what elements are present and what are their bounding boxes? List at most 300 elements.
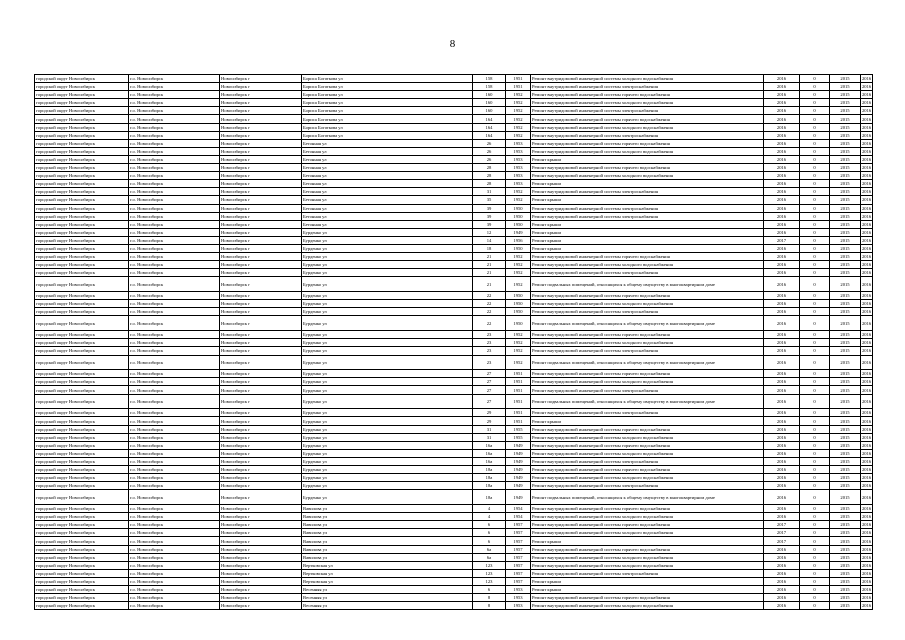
work-type-cell: Ремонт внутридомовой инженерной системы электроснабжения [531, 569, 764, 577]
locality-cell: Новосибирск г [220, 466, 302, 474]
plan-year-cell: 2016 [764, 347, 800, 355]
work-type-cell: Ремонт внутридомовой инженерной системы горячего водоснабжения [531, 594, 764, 602]
house-cell: 6а [473, 545, 506, 553]
period-start-cell: 2015 [830, 569, 861, 577]
amount-cell: 0 [800, 115, 830, 123]
plan-year-cell: 2016 [764, 482, 800, 490]
amount-cell: 0 [800, 537, 830, 545]
amount-cell: 0 [800, 561, 830, 569]
amount-cell: 0 [800, 212, 830, 220]
plan-year-cell: 2017 [764, 521, 800, 529]
plan-year-cell: 2016 [764, 261, 800, 269]
street-cell: Бурденко ул [302, 441, 473, 449]
year-built-cell: 1950 [506, 204, 531, 212]
amount-cell: 0 [800, 236, 830, 244]
street-cell: Бурденко ул [302, 490, 473, 505]
year-built-cell: 1950 [506, 316, 531, 331]
period-end-cell: 2016 [862, 418, 872, 424]
amount-cell: 0 [800, 490, 830, 505]
locality-cell: Новосибирск г [220, 139, 302, 147]
street-cell: Вавилова ул [302, 521, 473, 529]
house-cell: 39 [473, 212, 506, 220]
work-type-cell: Ремонт крыши [531, 417, 764, 425]
street-cell: Бетонная ул [302, 220, 473, 228]
municipality-cell: городской округ Новосибирск [35, 537, 129, 545]
work-type-cell: Ремонт внутридомовой инженерной системы горячего водоснабжения [531, 370, 764, 378]
house-cell: 35 [473, 196, 506, 204]
year-built-cell: 1949 [506, 457, 531, 465]
municipality-cell: городской округ Новосибирск [35, 490, 129, 505]
work-type-cell: Ремонт подвальных помещений, относящихся к общему имуществу в многоквартирном доме [531, 490, 764, 505]
table-row [35, 212, 873, 220]
period-end-cell: 2016 [862, 514, 872, 520]
table-row [35, 277, 873, 292]
amount-cell: 0 [800, 244, 830, 252]
plan-year-cell: 2016 [764, 449, 800, 457]
house-cell: 27 [473, 386, 506, 394]
house-cell: 23 [473, 339, 506, 347]
period-end-cell: 2016 [862, 587, 872, 593]
settlement-cell: г.о. Новосибирск [129, 474, 220, 482]
amount-cell: 0 [800, 253, 830, 261]
table-row [35, 482, 873, 490]
municipality-cell: городской округ Новосибирск [35, 577, 129, 585]
house-cell: 39 [473, 220, 506, 228]
period-start-cell: 2015 [830, 277, 861, 292]
year-built-cell: 1953 [506, 172, 531, 180]
work-type-cell: Ремонт внутридомовой инженерной системы холодного водоснабжения [531, 172, 764, 180]
house-cell: 31 [473, 188, 506, 196]
year-built-cell: 1951 [506, 378, 531, 386]
municipality-cell: городской округ Новосибирск [35, 370, 129, 378]
year-built-cell: 1952 [506, 347, 531, 355]
table-row [35, 394, 873, 409]
settlement-cell: г.о. Новосибирск [129, 513, 220, 521]
locality-cell: Новосибирск г [220, 212, 302, 220]
plan-year-cell: 2016 [764, 212, 800, 220]
table-row [35, 123, 873, 131]
plan-year-cell: 2016 [764, 244, 800, 252]
year-built-cell: 1949 [506, 474, 531, 482]
locality-cell: Новосибирск г [220, 378, 302, 386]
period-end-cell: 2016 [862, 530, 872, 536]
street-cell: Бурденко ул [302, 228, 473, 236]
period-end-cell: 2016 [861, 490, 873, 505]
period-start-cell: 2015 [830, 188, 861, 196]
amount-cell: 0 [800, 602, 830, 610]
year-built-cell: 1952 [506, 131, 531, 139]
locality-cell: Новосибирск г [220, 586, 302, 594]
amount-cell: 0 [800, 521, 830, 529]
period-end-cell: 2016 [862, 124, 872, 130]
year-built-cell: 1953 [506, 602, 531, 610]
plan-year-cell: 2016 [764, 586, 800, 594]
table-row [35, 172, 873, 180]
municipality-cell: городской округ Новосибирск [35, 386, 129, 394]
amount-cell: 0 [800, 394, 830, 409]
municipality-cell: городской округ Новосибирск [35, 115, 129, 123]
plan-year-cell: 2016 [764, 164, 800, 172]
plan-year-cell: 2016 [764, 425, 800, 433]
plan-year-cell: 2016 [764, 331, 800, 339]
house-cell: 158 [473, 83, 506, 91]
table-row [35, 180, 873, 188]
work-type-cell: Ремонт подвальных помещений, относящихся к общему имуществу в многоквартирном доме [531, 394, 764, 409]
municipality-cell: городской округ Новосибирск [35, 378, 129, 386]
house-cell: 164 [473, 123, 506, 131]
work-type-cell: Ремонт крыши [531, 577, 764, 585]
settlement-cell: г.о. Новосибирск [129, 417, 220, 425]
locality-cell: Новосибирск г [220, 220, 302, 228]
settlement-cell: г.о. Новосибирск [129, 553, 220, 561]
period-end-cell: 2016 [862, 442, 872, 448]
table-row [35, 417, 873, 425]
plan-year-cell: 2016 [764, 204, 800, 212]
work-type-cell: Ремонт внутридомовой инженерной системы холодного водоснабжения [531, 433, 764, 441]
table-row [35, 339, 873, 347]
amount-cell: 0 [800, 75, 830, 83]
work-type-cell: Ремонт подвальных помещений, относящихся к общему имуществу в многоквартирном доме [531, 355, 764, 370]
amount-cell: 0 [800, 417, 830, 425]
locality-cell: Новосибирск г [220, 75, 302, 83]
amount-cell: 0 [800, 355, 830, 370]
period-start-cell: 2015 [830, 482, 861, 490]
house-cell: 6 [473, 529, 506, 537]
table-row [35, 115, 873, 123]
year-built-cell: 1951 [506, 394, 531, 409]
house-cell: 18а [473, 490, 506, 505]
table-row [35, 378, 873, 386]
table-row [35, 537, 873, 545]
settlement-cell: г.о. Новосибирск [129, 545, 220, 553]
house-cell: 21 [473, 253, 506, 261]
plan-year-cell: 2016 [764, 107, 800, 115]
municipality-cell: городской округ Новосибирск [35, 147, 129, 155]
house-cell: 6 [473, 586, 506, 594]
plan-year-cell: 2016 [764, 594, 800, 602]
settlement-cell: г.о. Новосибирск [129, 236, 220, 244]
settlement-cell: г.о. Новосибирск [129, 577, 220, 585]
amount-cell: 0 [800, 545, 830, 553]
period-end-cell: 2016 [862, 108, 872, 114]
street-cell: Бориса Богаткова ул [302, 83, 473, 91]
street-cell: Бурденко ул [302, 269, 473, 277]
work-type-cell: Ремонт внутридомовой инженерной системы горячего водоснабжения [531, 115, 764, 123]
settlement-cell: г.о. Новосибирск [129, 602, 220, 610]
street-cell: Бурденко ул [302, 449, 473, 457]
house-cell: 6 [473, 537, 506, 545]
settlement-cell: г.о. Новосибирск [129, 75, 220, 83]
amount-cell: 0 [800, 300, 830, 308]
period-end-cell: 2016 [862, 348, 872, 354]
street-cell: Бурденко ул [302, 261, 473, 269]
municipality-cell: городской округ Новосибирск [35, 339, 129, 347]
settlement-cell: г.о. Новосибирск [129, 277, 220, 292]
locality-cell: Новосибирск г [220, 577, 302, 585]
table-row [35, 228, 873, 236]
year-built-cell: 1952 [506, 91, 531, 99]
settlement-cell: г.о. Новосибирск [129, 561, 220, 569]
amount-cell: 0 [800, 441, 830, 449]
period-end-cell: 2016 [862, 189, 872, 195]
table-row [35, 99, 873, 107]
plan-year-cell: 2016 [764, 474, 800, 482]
amount-cell: 0 [800, 155, 830, 163]
settlement-cell: г.о. Новосибирск [129, 292, 220, 300]
amount-cell: 0 [800, 261, 830, 269]
year-built-cell: 1950 [506, 220, 531, 228]
locality-cell: Новосибирск г [220, 300, 302, 308]
plan-year-cell: 2017 [764, 529, 800, 537]
plan-year-cell: 2016 [764, 339, 800, 347]
house-cell: 18 [473, 244, 506, 252]
plan-year-cell: 2016 [764, 577, 800, 585]
amount-cell: 0 [800, 466, 830, 474]
amount-cell: 0 [800, 292, 830, 300]
locality-cell: Новосибирск г [220, 409, 302, 417]
table-row [35, 370, 873, 378]
house-cell: 164 [473, 115, 506, 123]
house-cell: 21 [473, 261, 506, 269]
house-cell: 8 [473, 602, 506, 610]
street-cell: Бурденко ул [302, 300, 473, 308]
year-built-cell: 1957 [506, 569, 531, 577]
street-cell: Бурденко ул [302, 482, 473, 490]
locality-cell: Новосибирск г [220, 115, 302, 123]
year-built-cell: 1952 [506, 339, 531, 347]
settlement-cell: г.о. Новосибирск [129, 196, 220, 204]
period-start-cell: 2015 [830, 521, 861, 529]
municipality-cell: городской округ Новосибирск [35, 155, 129, 163]
street-cell: Бурденко ул [302, 425, 473, 433]
plan-year-cell: 2016 [764, 378, 800, 386]
period-start-cell: 2015 [830, 83, 861, 91]
year-built-cell: 1951 [506, 409, 531, 417]
municipality-cell: городской округ Новосибирск [35, 433, 129, 441]
municipality-cell: городской округ Новосибирск [35, 308, 129, 316]
settlement-cell: г.о. Новосибирск [129, 180, 220, 188]
house-cell: 23 [473, 347, 506, 355]
street-cell: Бурденко ул [302, 355, 473, 370]
period-end-cell: 2016 [861, 277, 873, 292]
settlement-cell: г.о. Новосибирск [129, 378, 220, 386]
locality-cell: Новосибирск г [220, 482, 302, 490]
locality-cell: Новосибирск г [220, 147, 302, 155]
year-built-cell: 1952 [506, 123, 531, 131]
house-cell: 8 [473, 594, 506, 602]
municipality-cell: городской округ Новосибирск [35, 409, 129, 417]
house-cell: 160 [473, 99, 506, 107]
period-start-cell: 2015 [830, 180, 861, 188]
work-type-cell: Ремонт внутридомовой инженерной системы холодного водоснабжения [531, 300, 764, 308]
work-type-cell: Ремонт подвальных помещений, относящихся к общему имуществу в многоквартирном доме [531, 277, 764, 292]
work-type-cell: Ремонт крыши [531, 155, 764, 163]
settlement-cell: г.о. Новосибирск [129, 521, 220, 529]
street-cell: Бурденко ул [302, 253, 473, 261]
settlement-cell: г.о. Новосибирск [129, 253, 220, 261]
house-cell: 39 [473, 204, 506, 212]
street-cell: Бурденко ул [302, 292, 473, 300]
locality-cell: Новосибирск г [220, 386, 302, 394]
work-type-cell: Ремонт внутридомовой инженерной системы холодного водоснабжения [531, 529, 764, 537]
period-end-cell: 2016 [862, 165, 872, 171]
plan-year-cell: 2016 [764, 99, 800, 107]
settlement-cell: г.о. Новосибирск [129, 308, 220, 316]
year-built-cell: 1951 [506, 417, 531, 425]
period-start-cell: 2015 [830, 425, 861, 433]
amount-cell: 0 [800, 378, 830, 386]
settlement-cell: г.о. Новосибирск [129, 482, 220, 490]
house-cell: 164 [473, 131, 506, 139]
settlement-cell: г.о. Новосибирск [129, 204, 220, 212]
settlement-cell: г.о. Новосибирск [129, 594, 220, 602]
period-start-cell: 2015 [830, 115, 861, 123]
year-built-cell: 1952 [506, 196, 531, 204]
settlement-cell: г.о. Новосибирск [129, 433, 220, 441]
municipality-cell: городской округ Новосибирск [35, 75, 129, 83]
street-cell: Бурденко ул [302, 378, 473, 386]
settlement-cell: г.о. Новосибирск [129, 99, 220, 107]
period-end-cell: 2016 [862, 254, 872, 260]
plan-year-cell: 2016 [764, 433, 800, 441]
work-type-cell: Ремонт внутридомовой инженерной системы горячего водоснабжения [531, 331, 764, 339]
table-row [35, 300, 873, 308]
work-type-cell: Ремонт крыши [531, 586, 764, 594]
house-cell: 16а [473, 441, 506, 449]
amount-cell: 0 [800, 139, 830, 147]
period-end-cell: 2016 [862, 475, 872, 481]
period-end-cell: 2016 [862, 434, 872, 440]
period-start-cell: 2015 [830, 308, 861, 316]
street-cell: Бурденко ул [302, 339, 473, 347]
amount-cell: 0 [800, 204, 830, 212]
work-type-cell: Ремонт подвальных помещений, относящихся к общему имуществу в многоквартирном доме [531, 316, 764, 331]
year-built-cell: 1951 [506, 370, 531, 378]
period-start-cell: 2015 [830, 577, 861, 585]
locality-cell: Новосибирск г [220, 269, 302, 277]
work-type-cell: Ремонт крыши [531, 180, 764, 188]
work-type-cell: Ремонт крыши [531, 196, 764, 204]
period-start-cell: 2015 [830, 378, 861, 386]
period-start-cell: 2015 [830, 370, 861, 378]
street-cell: Бориса Богаткова ул [302, 91, 473, 99]
amount-cell: 0 [800, 339, 830, 347]
table-row [35, 292, 873, 300]
plan-year-cell: 2016 [764, 83, 800, 91]
house-cell: 27 [473, 394, 506, 409]
locality-cell: Новосибирск г [220, 602, 302, 610]
plan-year-cell: 2016 [764, 123, 800, 131]
amount-cell: 0 [800, 220, 830, 228]
municipality-cell: городской округ Новосибирск [35, 164, 129, 172]
period-start-cell: 2015 [830, 394, 861, 409]
locality-cell: Новосибирск г [220, 188, 302, 196]
work-type-cell: Ремонт внутридомовой инженерной системы горячего водоснабжения [531, 441, 764, 449]
settlement-cell: г.о. Новосибирск [129, 347, 220, 355]
period-end-cell: 2016 [861, 355, 873, 370]
period-start-cell: 2015 [830, 490, 861, 505]
period-end-cell: 2016 [862, 100, 872, 106]
period-start-cell: 2015 [830, 75, 861, 83]
amount-cell: 0 [800, 505, 830, 513]
locality-cell: Новосибирск г [220, 331, 302, 339]
plan-year-cell: 2016 [764, 370, 800, 378]
amount-cell: 0 [800, 91, 830, 99]
municipality-cell: городской округ Новосибирск [35, 196, 129, 204]
work-type-cell: Ремонт внутридомовой инженерной системы электроснабжения [531, 482, 764, 490]
period-start-cell: 2015 [830, 269, 861, 277]
plan-year-cell: 2016 [764, 394, 800, 409]
settlement-cell: г.о. Новосибирск [129, 188, 220, 196]
amount-cell: 0 [800, 196, 830, 204]
settlement-cell: г.о. Новосибирск [129, 220, 220, 228]
locality-cell: Новосибирск г [220, 569, 302, 577]
amount-cell: 0 [800, 228, 830, 236]
work-type-cell: Ремонт внутридомовой инженерной системы электроснабжения [531, 83, 764, 91]
period-end-cell: 2016 [862, 140, 872, 146]
amount-cell: 0 [800, 482, 830, 490]
table-row [35, 204, 873, 212]
period-end-cell: 2016 [862, 554, 872, 560]
locality-cell: Новосибирск г [220, 244, 302, 252]
plan-year-cell: 2016 [764, 115, 800, 123]
municipality-cell: городской округ Новосибирск [35, 449, 129, 457]
period-end-cell: 2016 [862, 570, 872, 576]
work-type-cell: Ремонт внутридомовой инженерной системы холодного водоснабжения [531, 261, 764, 269]
settlement-cell: г.о. Новосибирск [129, 300, 220, 308]
locality-cell: Новосибирск г [220, 277, 302, 292]
year-built-cell: 1953 [506, 139, 531, 147]
plan-year-cell: 2016 [764, 490, 800, 505]
street-cell: Бориса Богаткова ул [302, 107, 473, 115]
amount-cell: 0 [800, 188, 830, 196]
house-cell: 16а [473, 457, 506, 465]
year-built-cell: 1953 [506, 164, 531, 172]
period-start-cell: 2015 [830, 99, 861, 107]
period-end-cell: 2016 [862, 379, 872, 385]
locality-cell: Новосибирск г [220, 347, 302, 355]
municipality-cell: городской округ Новосибирск [35, 269, 129, 277]
locality-cell: Новосибирск г [220, 594, 302, 602]
amount-cell: 0 [800, 569, 830, 577]
amount-cell: 0 [800, 316, 830, 331]
period-start-cell: 2015 [830, 417, 861, 425]
period-end-cell: 2016 [862, 229, 872, 235]
year-built-cell: 1950 [506, 212, 531, 220]
period-end-cell: 2016 [862, 76, 872, 82]
amount-cell: 0 [800, 269, 830, 277]
house-cell: 23 [473, 355, 506, 370]
street-cell: Бориса Богаткова ул [302, 115, 473, 123]
house-cell: 22 [473, 316, 506, 331]
amount-cell: 0 [800, 449, 830, 457]
plan-year-cell: 2016 [764, 228, 800, 236]
year-built-cell: 1952 [506, 355, 531, 370]
amount-cell: 0 [800, 172, 830, 180]
amount-cell: 0 [800, 83, 830, 91]
municipality-cell: городской округ Новосибирск [35, 99, 129, 107]
municipality-cell: городской округ Новосибирск [35, 316, 129, 331]
period-end-cell: 2016 [862, 340, 872, 346]
house-cell: 16а [473, 449, 506, 457]
street-cell: Бурденко ул [302, 433, 473, 441]
work-type-cell: Ремонт крыши [531, 244, 764, 252]
period-start-cell: 2015 [830, 172, 861, 180]
municipality-cell: городской округ Новосибирск [35, 505, 129, 513]
plan-year-cell: 2016 [764, 180, 800, 188]
table-row [35, 147, 873, 155]
work-type-cell: Ремонт внутридомовой инженерной системы горячего водоснабжения [531, 164, 764, 172]
